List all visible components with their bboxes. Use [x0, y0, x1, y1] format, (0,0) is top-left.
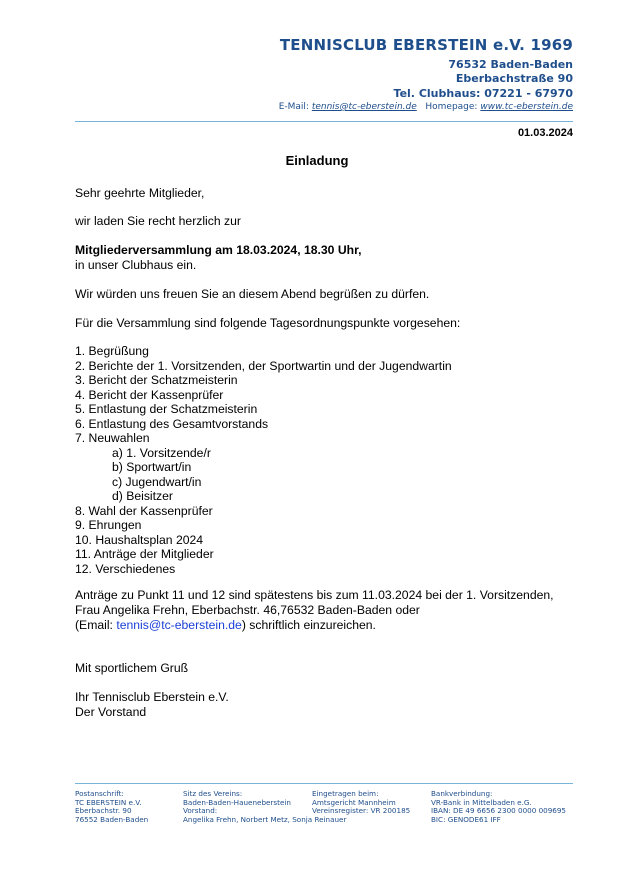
agenda-item: 10. Haushaltsplan 2024: [75, 532, 204, 547]
agenda-item: 8. Wahl der Kassenprüfer: [75, 503, 213, 518]
footer-board-line: Angelika Frehn, Norbert Metz, Sonja Reinauer: [183, 814, 347, 824]
intro-text: wir laden Sie recht herzlich zur: [75, 214, 241, 228]
homepage-link[interactable]: www.tc-eberstein.de: [480, 102, 573, 112]
clubhouse-phone: Tel. Clubhaus: 07221 - 67970: [393, 87, 573, 100]
footer-bank: [431, 790, 566, 824]
footer-bank-line: BIC: GENODE61 IFF: [431, 814, 501, 824]
agenda-item: 2. Berichte der 1. Vorsitzenden, der Sportwartin und der Jugendwartin: [75, 358, 452, 373]
agenda-subitem: a) 1. Vorsitzende/r: [112, 445, 211, 460]
motions-line-3: [75, 618, 376, 633]
agenda-item: 12. Verschiedenes: [75, 561, 176, 576]
footer-postal: [75, 790, 148, 824]
footer-registry-line: Vereinsregister: VR 200185: [312, 806, 411, 816]
footer-registry: [312, 790, 410, 816]
meeting-announcement: Mitgliederversammlung am 18.03.2024, 18.30 Uhr,: [75, 243, 362, 257]
agenda-item: 9. Ehrungen: [75, 518, 142, 532]
agenda-item: 6. Entlastung des Gesamtvorstands: [75, 416, 269, 431]
email-link[interactable]: tennis@tc-eberstein.de: [311, 102, 417, 112]
footer-bank-line: VR-Bank in Mittelbaden e.G.: [431, 797, 532, 807]
club-name: TENNISCLUB EBERSTEIN e.V. 1969: [279, 36, 573, 54]
motions-email-link[interactable]: tennis@tc-eberstein.de: [116, 618, 242, 632]
address-city: 76532 Baden-Baden: [448, 58, 573, 71]
motions-email-suffix: ) schriftlich einzureichen.: [241, 618, 376, 632]
motions-email-prefix: (Email:: [75, 618, 117, 632]
footer-registry-line: Amtsgericht Mannheim: [312, 797, 396, 807]
salutation: Sehr geehrte Mitglieder,: [75, 186, 205, 200]
letter-title: Einladung: [285, 153, 349, 168]
footer-postal-line: Eberbachstr. 90: [75, 806, 132, 816]
address-street: Eberbachstraße 90: [455, 72, 573, 85]
agenda-item: 5. Entlastung der Schatzmeisterin: [75, 402, 258, 416]
footer-board-label: Vorstand:: [183, 806, 218, 816]
agenda-item: 7. Neuwahlen: [75, 431, 150, 445]
footer-bank-line: IBAN: DE 49 6656 2300 0000 009695: [431, 806, 567, 816]
footer-divider: [75, 783, 573, 784]
motions-line-1: Anträge zu Punkt 11 und 12 sind spätestens bis zum 11.03.2024 bei der 1. Vorsitzenden,: [75, 588, 554, 602]
email-label: E-Mail:: [278, 102, 309, 112]
footer-bank-label: Bankverbindung:: [431, 789, 493, 798]
agenda-item: 1. Begrüßung: [75, 344, 149, 358]
agenda-item: 3. Bericht der Schatzmeisterin: [75, 373, 238, 387]
agenda-intro: Für die Versammlung sind folgende Tagesordnungspunkte vorgesehen:: [75, 316, 461, 330]
agenda-item: 11. Anträge der Mitglieder: [75, 547, 214, 561]
closing-greeting: Mit sportlichem Gruß: [75, 661, 189, 675]
agenda-item: 4. Bericht der Kassenprüfer: [75, 387, 224, 402]
motions-line-2: Frau Angelika Frehn, Eberbachstr. 46,76532 Baden-Baden oder: [75, 603, 420, 617]
signature-club: Ihr Tennisclub Eberstein e.V.: [75, 690, 229, 704]
agenda-subitem: c) Jugendwart/in: [112, 474, 202, 489]
footer-postal-label: Postanschrift:: [75, 789, 124, 798]
pleasure-text: Wir würden uns freuen Sie an diesem Abend begrüßen zu dürfen.: [75, 287, 430, 301]
footer-postal-line: TC EBERSTEIN e.V.: [75, 797, 142, 807]
meeting-location: in unser Clubhaus ein.: [75, 258, 197, 272]
letter-date: 01.03.2024: [517, 127, 573, 139]
signature-board: Der Vorstand: [75, 705, 147, 719]
contact-line: [279, 102, 573, 112]
agenda-subitem: b) Sportwart/in: [112, 460, 192, 474]
header-divider: [75, 121, 573, 122]
footer-seat-label: Sitz des Vereins:: [183, 789, 243, 798]
footer-registry-label: Eingetragen beim:: [312, 789, 379, 798]
footer-seat-line: Baden-Baden-Haueneberstein: [183, 797, 291, 807]
homepage-label: Homepage:: [425, 102, 478, 112]
agenda-list: [75, 344, 452, 576]
footer-postal-line: 76552 Baden-Baden: [75, 814, 149, 824]
agenda-subitem: d) Beisitzer: [112, 489, 173, 503]
